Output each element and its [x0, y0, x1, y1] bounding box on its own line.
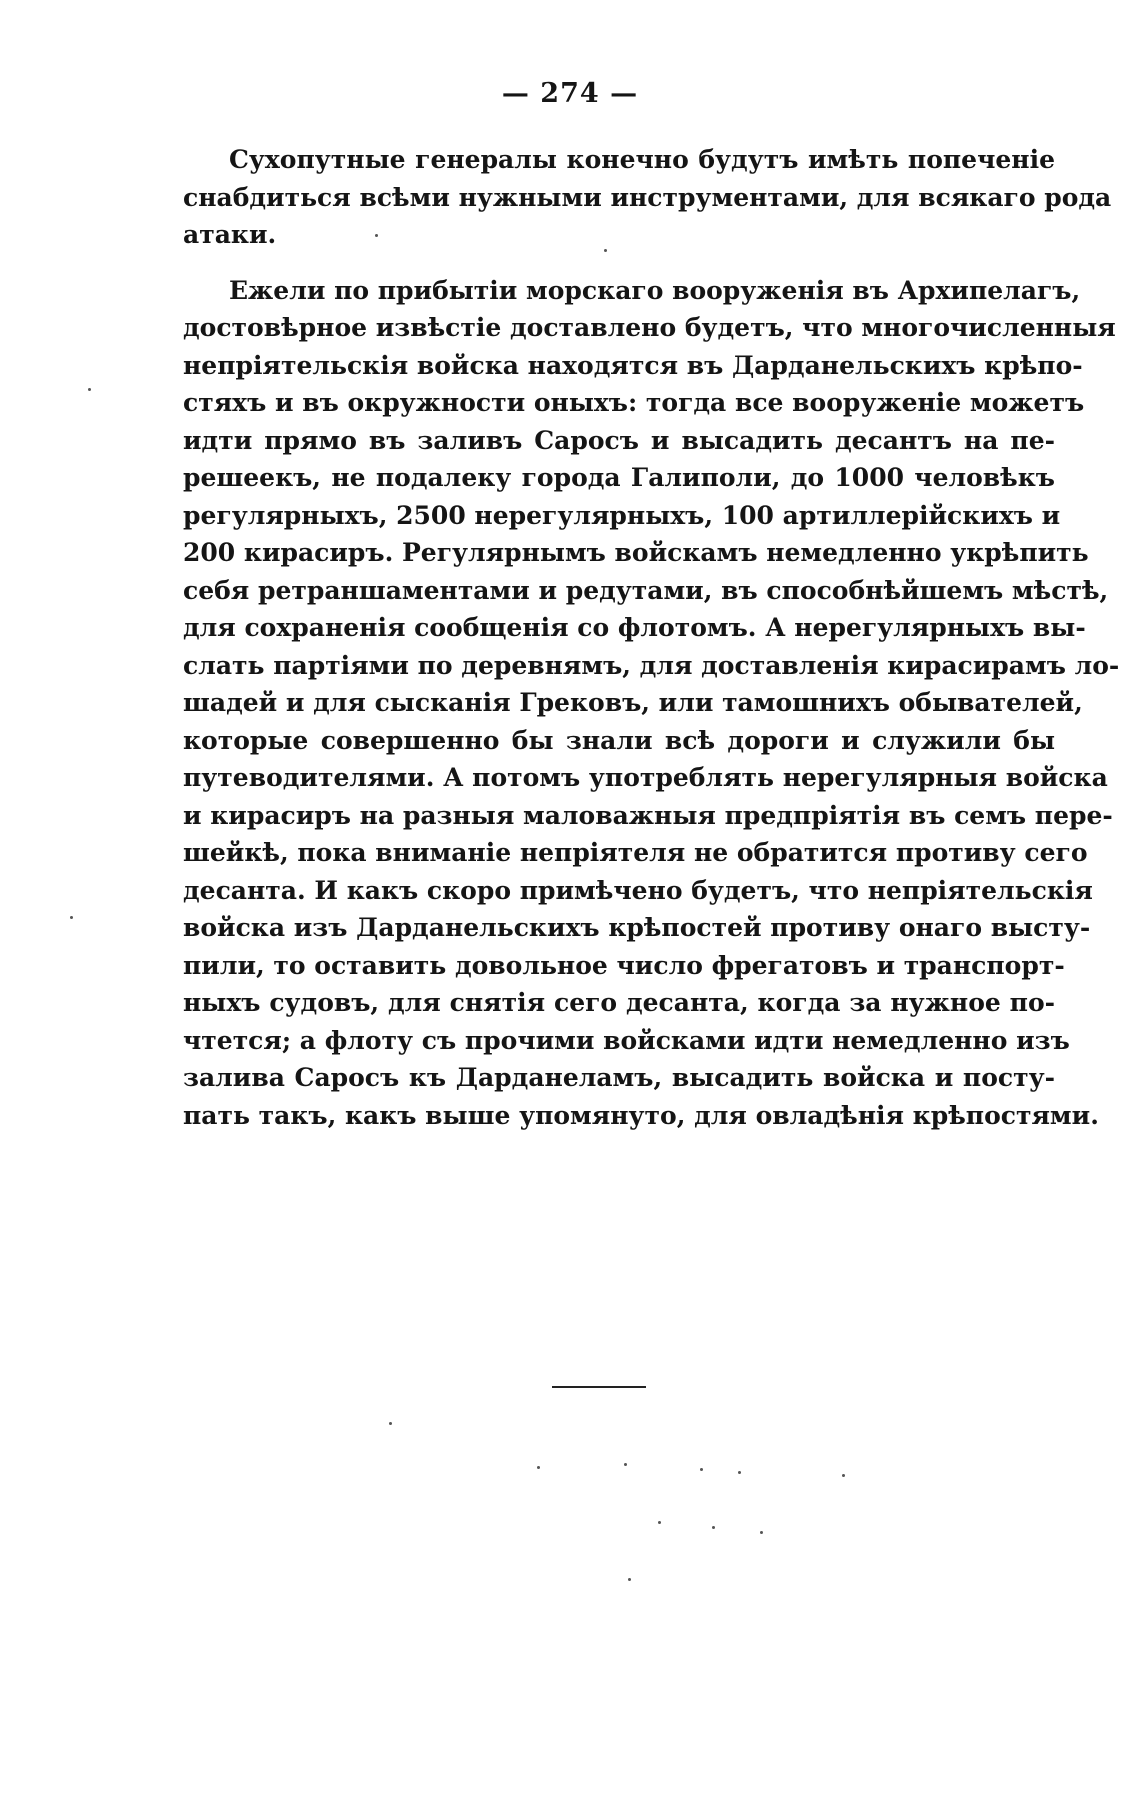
text-line: атаки. — [183, 220, 277, 249]
paragraph-2 — [183, 272, 1120, 1135]
text-line: стяхъ и въ окружности оныхъ: тогда все вооруженіе можетъ — [183, 388, 1085, 417]
text-line: Ежели по прибытіи морскаго вооруженія въ Архипелагъ, — [229, 275, 1081, 305]
body-text — [183, 141, 1120, 1134]
text-line: Сухопутные генералы конечно будутъ имѣть попеченіе — [229, 145, 1055, 174]
text-line: путеводителями. А потомъ употреблять нерегулярныя войска — [183, 763, 1108, 792]
scan-speck — [624, 1463, 627, 1466]
text-line: 200 кирасиръ. Регулярнымъ войскамъ немедленно укрѣпить — [183, 538, 1089, 567]
text-line: шадей и для сысканія Грековъ, или тамошнихъ обывателей, — [183, 688, 1083, 717]
scan-speck — [375, 234, 378, 237]
section-end-rule — [552, 1386, 646, 1388]
scan-speck — [842, 1474, 845, 1477]
scan-speck — [88, 388, 91, 391]
text-line: решеекъ, не подалеку города Галиполи, до 1000 человѣкъ — [183, 463, 1055, 492]
scan-speck — [700, 1468, 703, 1471]
text-line: регулярныхъ, 2500 нерегулярныхъ, 100 артиллерійскихъ и — [183, 500, 1061, 530]
text-line: и кирасиръ на разныя маловажныя предпріятія въ семъ пере- — [183, 800, 1113, 830]
page-number: — 274 — — [501, 78, 639, 109]
scan-speck — [760, 1531, 763, 1534]
text-line: пать такъ, какъ выше упомянуто, для овладѣнія крѣпостями. — [183, 1100, 1099, 1130]
text-line: идти прямо въ заливъ Саросъ и высадить десантъ на пе- — [183, 425, 1055, 455]
text-line: залива Саросъ къ Дарданеламъ, высадить войска и посту- — [183, 1063, 1055, 1092]
text-line: слать партіями по деревнямъ, для доставленія кирасирамъ ло- — [183, 650, 1120, 680]
scan-speck — [389, 1422, 392, 1425]
scan-speck — [537, 1466, 540, 1469]
text-line: войска изъ Дарданельскихъ крѣпостей противу онаго высту- — [183, 913, 1091, 942]
text-line: непріятельскія войска находятся въ Дарданельскихъ крѣпо- — [183, 350, 1083, 380]
text-line: чтется; а флоту съ прочими войсками идти немедленно изъ — [183, 1025, 1070, 1055]
paragraph-1 — [183, 141, 1112, 254]
text-line: которые совершенно бы знали всѣ дороги и служили бы — [183, 725, 1055, 755]
scan-speck — [70, 916, 73, 919]
text-line: снабдиться всѣми нужными инструментами, для всякаго рода — [183, 182, 1112, 212]
scan-speck — [658, 1521, 661, 1524]
scan-speck — [604, 249, 607, 252]
text-line: десанта. И какъ скоро примѣчено будетъ, что непріятельскія — [183, 875, 1093, 905]
scan-speck — [628, 1578, 631, 1581]
paragraph-gap — [183, 254, 1055, 272]
text-line: пили, то оставить довольное число фрегатовъ и транспорт- — [183, 950, 1065, 980]
scan-speck — [712, 1526, 715, 1529]
text-line: шейкѣ, пока вниманіе непріятеля не обратится противу сего — [183, 838, 1088, 867]
text-line: ныхъ судовъ, для снятія сего десанта, когда за нужное по- — [183, 988, 1055, 1017]
text-line: для сохраненія сообщенія со флотомъ. А нерегулярныхъ вы- — [183, 613, 1086, 642]
text-line: себя ретраншаментами и редутами, въ способнѣйшемъ мѣстѣ, — [183, 575, 1109, 605]
text-line: достовѣрное извѣстіе доставлено будетъ, что многочисленныя — [183, 313, 1116, 342]
scan-speck — [738, 1471, 741, 1474]
